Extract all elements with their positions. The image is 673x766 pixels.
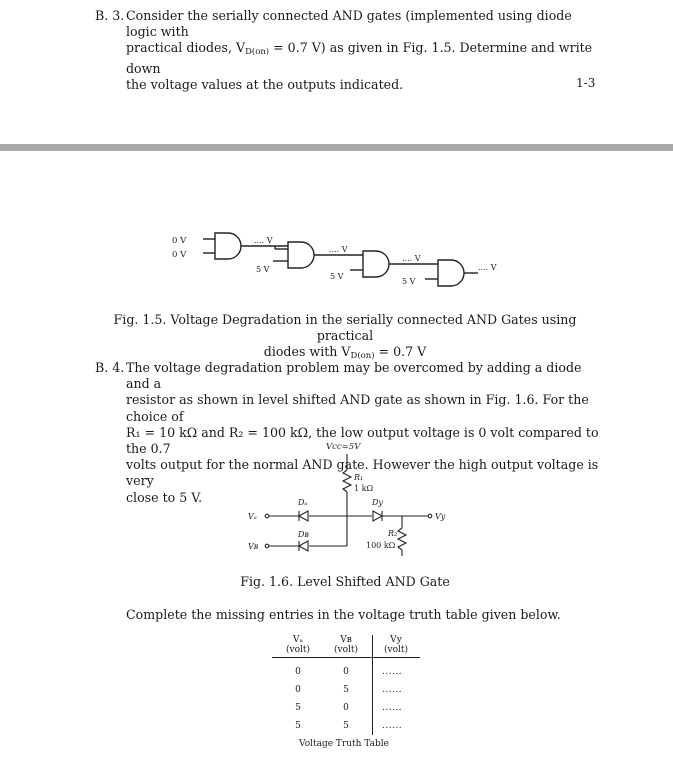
text-line: The voltage degradation problem may be overcomed by adding a diode and a <box>126 360 582 392</box>
fig-1-5-caption: Fig. 1.5. Voltage Degradation in the serially connected AND Gates using practical diodes with $V_{D(on)} = 0.7$ V <box>113 312 577 361</box>
text-line: the voltage values at the outputs indicated. <box>126 76 404 92</box>
header-vb: Vʙ (volt) <box>333 635 359 655</box>
table-caption: Voltage Truth Table <box>299 739 389 749</box>
text-line: Consider the serially connected AND gates (implemented using diode logic with <box>126 8 572 40</box>
text-line: close to 5 V. <box>126 489 203 505</box>
dy-label: Dу <box>372 498 384 507</box>
table-cell: ...... <box>382 703 403 713</box>
fig-1-6-caption: Fig. 1.6. Level Shifted AND Gate <box>240 574 450 589</box>
da-label: Dₐ <box>298 498 308 507</box>
r2-value: 100 kΩ <box>366 541 396 550</box>
va-label: Vₐ <box>248 512 257 521</box>
gate-input-label: 5 V <box>330 272 344 281</box>
output-label: .... V <box>329 245 348 254</box>
r2-label: R₂ <box>388 529 398 538</box>
table-cell: 5 <box>343 721 349 731</box>
table-cell: 5 <box>343 685 349 695</box>
fig-1-5-diagram <box>160 225 520 295</box>
table-cell: 0 <box>343 703 349 713</box>
table-cell: 0 <box>343 667 349 677</box>
table-cell: 5 <box>295 721 301 731</box>
instruction-text: Complete the missing entries in the voltage truth table given below. <box>126 607 561 622</box>
r1-label: R₁ <box>354 473 364 482</box>
table-cell: ...... <box>382 721 403 731</box>
text-line: R₁ = 10 kΩ and R₂ = 100 kΩ, the low output voltage is 0 volt compared to the 0.7 <box>126 424 599 457</box>
input-label-a: 0 V <box>172 236 187 246</box>
text-line: volts output for the normal AND gate. However the high output voltage is very <box>126 457 599 489</box>
table-cell: 5 <box>295 703 301 713</box>
r1-value: 1 kΩ <box>354 484 374 493</box>
db-label: Dʙ <box>298 530 309 539</box>
question-text <box>126 8 606 93</box>
column-divider <box>372 635 373 735</box>
text-line: practical diodes, $V_{D(on)} = 0.7$ V) as given in Fig. 1.5. Determine and write down <box>126 40 593 76</box>
question-number: B. 4. <box>95 360 125 375</box>
gate-input-label: 5 V <box>402 277 416 286</box>
text-line: resistor as shown in level shifted AND gate as shown in Fig. 1.6. For the choice of <box>126 392 589 424</box>
input-label-b: 0 V <box>172 250 187 260</box>
header-va: Vₐ (volt) <box>285 635 311 655</box>
vcc-label: Vcc=5V <box>326 442 361 452</box>
table-cell: 0 <box>295 667 301 677</box>
fig-1-6-circuit <box>230 436 470 566</box>
table-cell: ...... <box>382 685 403 695</box>
truth-table <box>272 635 422 753</box>
header-rule <box>272 657 420 658</box>
table-cell: ...... <box>382 667 403 677</box>
table-cell: 0 <box>295 685 301 695</box>
output-label: .... V <box>478 263 497 272</box>
output-label: .... V <box>402 254 421 263</box>
vb-label: Vʙ <box>248 542 259 551</box>
header-vy: Vу (volt) <box>383 635 409 655</box>
question-number: B. 3. <box>95 8 125 23</box>
gate-input-label: 5 V <box>256 265 270 274</box>
page-divider <box>0 144 673 151</box>
vy-label: Vу <box>435 512 446 521</box>
page-number: 1-3 <box>576 76 596 90</box>
output-label: .... V <box>254 236 273 245</box>
